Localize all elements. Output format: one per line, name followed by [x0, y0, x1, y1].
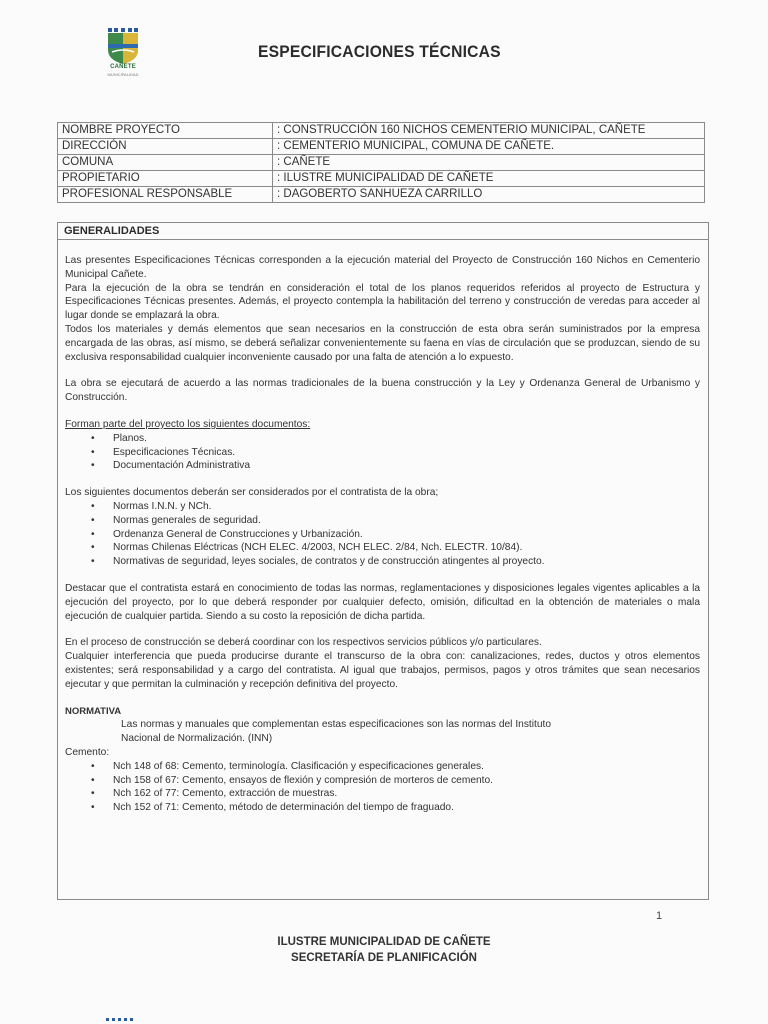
logo-subcaption: MUNICIPALIDAD [107, 72, 139, 77]
row-label: PROPIETARIO [58, 171, 273, 187]
cemento-norms-list [65, 760, 700, 815]
cemento-label: Cemento: [65, 746, 110, 758]
list-item: • Normas I.N.N. y NCh. [113, 500, 700, 514]
list-item: • Normas Chilenas Eléctricas (NCH ELEC. 4/2003, NCH ELEC. 2/84, Nch. ELECTR. 10/84). [113, 541, 700, 555]
table-row [58, 155, 705, 171]
list-item: • Normas generales de seguridad. [113, 514, 700, 528]
list-item: • Planos. [113, 432, 700, 446]
row-value: : CAÑETE [273, 155, 705, 171]
row-value: : ILUSTRE MUNICIPALIDAD DE CAÑETE [273, 171, 705, 187]
row-value: : CEMENTERIO MUNICIPAL, COMUNA DE CAÑETE. [273, 139, 705, 155]
row-label: COMUNA [58, 155, 273, 171]
list-item: • Nch 148 of 68: Cemento, terminología. Clasificación y especificaciones generales. [113, 760, 700, 774]
table-row [58, 123, 705, 139]
normativa-text: Las normas y manuales que complementan estas especificaciones son las normas del Instituto Nacional de Normalización. (INN) [121, 719, 551, 745]
paragraph: Las presentes Especificaciones Técnicas corresponden a la ejecución material del Proyecto de Construcción 160 Nichos en Cementerio Municipal Cañete. [65, 255, 700, 280]
paragraph: Todos los materiales y demás elementos que sean necesarios en la construcción de esta obra serán suministrados por la empresa encargada de las obras, así mismo, se deberá señalizar convenientemente su faena en vías de circulación que se produzcan, siendo de su exclusiva responsabilidad cualquier inconveniente causado por una falta de atención a lo expuesto. [65, 323, 700, 363]
list-item: • Especificaciones Técnicas. [113, 446, 700, 460]
list-item: • Nch 152 of 71: Cemento, método de determinación del tiempo de fraguado. [113, 801, 700, 815]
project-info-table [57, 122, 705, 203]
generalidades-section [57, 222, 709, 900]
contractor-documents-list [65, 500, 700, 569]
paragraph: Destacar que el contratista estará en conocimiento de todas las normas, reglamentaciones y disposiciones legales vigentes aplicables a la ejecución del proyecto, por lo que deberá responder por cualquier defecto, omisión, dificultad en la obtención de materiales o mala ejecución de cualquier partida. Siendo a su costo la reposición de dicha partida. [65, 582, 700, 622]
contractor-intro: Los siguientes documentos deberán ser considerados por el contratista de la obra; [65, 487, 439, 499]
list-item: • Normativas de seguridad, leyes sociales, de contratos y de construcción atingentes al proyecto. [113, 555, 700, 569]
next-page-crest-icon [104, 1016, 134, 1024]
section-heading: GENERALIDADES [58, 223, 708, 240]
section-body [58, 240, 708, 815]
footer-department: SECRETARÍA DE PLANIFICACIÓN [291, 952, 477, 964]
list-item: • Nch 158 of 67: Cemento, ensayos de flexión y compresión de morteros de cemento. [113, 774, 700, 788]
project-documents-list [65, 432, 700, 473]
row-label: PROFESIONAL RESPONSABLE [58, 187, 273, 203]
list-item: • Documentación Administrativa [113, 459, 700, 473]
document-title: ESPECIFICACIONES TÉCNICAS [258, 42, 501, 61]
table-row [58, 139, 705, 155]
paragraph: Para la ejecución de la obra se tendrán en consideración el total de los planos requeridos referidos al proyecto de Estructura y Especificaciones Técnicas presentes. Además, el proyecto contempla la habilitación del terreno y construcción de veredas para acceder al lugar donde se emplazará la obra. [65, 282, 700, 322]
table-row [58, 171, 705, 187]
logo-caption: CAÑETE [110, 64, 136, 70]
page-number: 1 [656, 910, 663, 922]
table-row [58, 187, 705, 203]
row-label: DIRECCIÓN [58, 139, 273, 155]
normativa-heading: NORMATIVA [65, 705, 122, 717]
paragraph: La obra se ejecutará de acuerdo a las normas tradicionales de la buena construcción y la Ley y Ordenanza General de Urbanismo y Construcción. [65, 378, 700, 404]
footer-institution: ILUSTRE MUNICIPALIDAD DE CAÑETE [277, 936, 491, 948]
row-value: : CONSTRUCCIÓN 160 NICHOS CEMENTERIO MUNICIPAL, CAÑETE [273, 123, 705, 139]
paragraph: Cualquier interferencia que pueda producirse durante el transcurso de la obra con: canalizaciones, redes, ductos y otros elementos existentes; será responsabilidad y a cargo del contratista. Al igual que trabajos, permisos, pagos y otros trámites que sean necesarios ejecutar y que permitan la culminación y recepción definitiva del proyecto. [65, 651, 700, 690]
docs-intro: Forman parte del proyecto los siguientes documentos: [65, 418, 311, 430]
list-item: • Nch 162 of 77: Cemento, extracción de muestras. [113, 787, 700, 801]
list-item: • Ordenanza General de Construcciones y Urbanización. [113, 528, 700, 542]
paragraph: En el proceso de construcción se deberá coordinar con los respectivos servicios públicos y/o particulares. [65, 637, 542, 649]
row-value: : DAGOBERTO SANHUEZA CARRILLO [273, 187, 705, 203]
row-label: NOMBRE PROYECTO [58, 123, 273, 139]
